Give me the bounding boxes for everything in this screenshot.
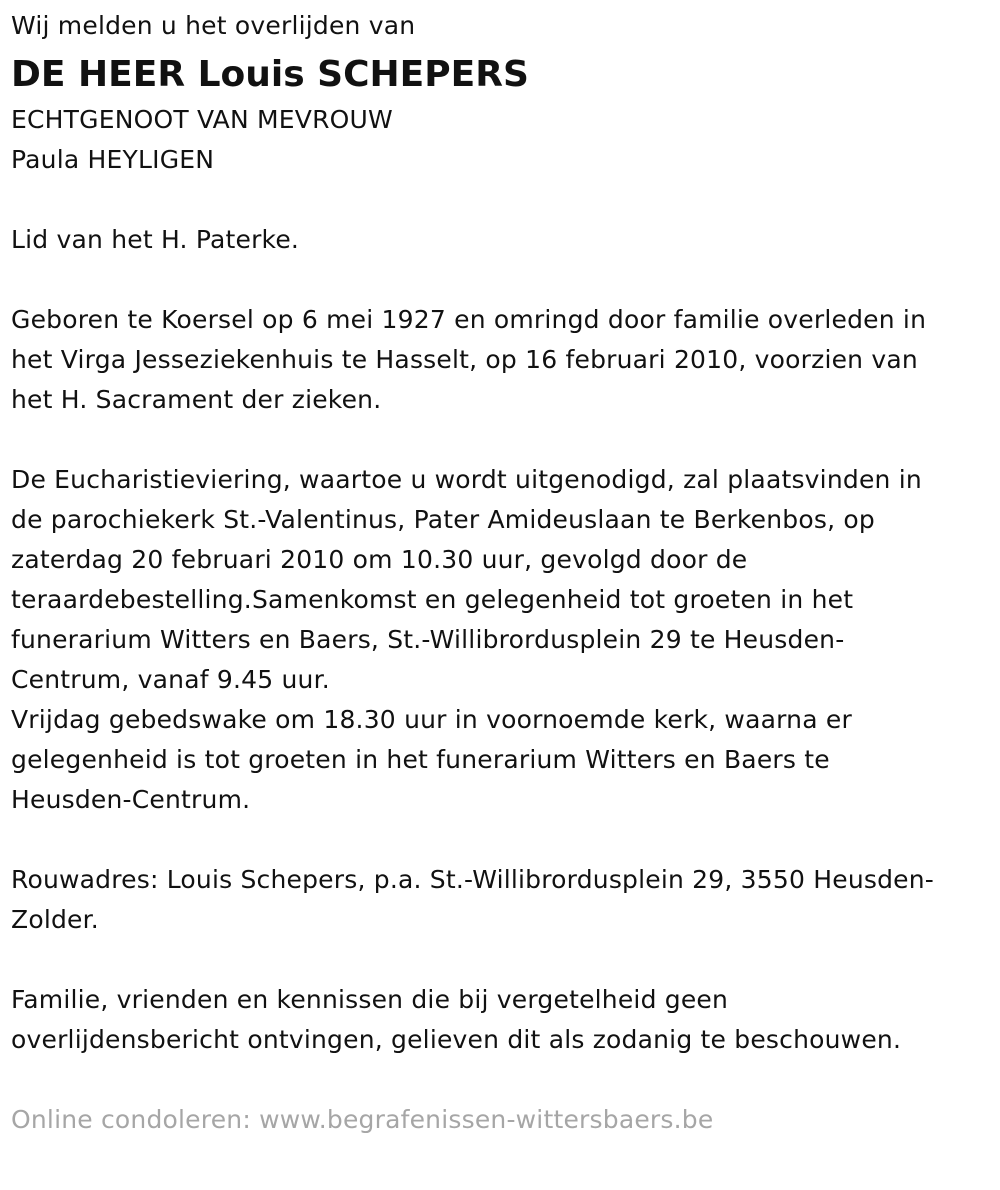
spouse-line-2: Paula HEYLIGEN	[11, 145, 215, 174]
spacer	[11, 260, 986, 300]
spouse-line-1: ECHTGENOOT VAN MEVROUW	[11, 105, 393, 134]
paragraph-line: overlijdensbericht ontvingen, gelieven dit als zodanig te beschouwen.	[11, 1025, 902, 1054]
spacer	[11, 940, 986, 980]
paragraph-line: de parochiekerk St.-Valentinus, Pater Amideuslaan te Berkenbos, op	[11, 505, 875, 534]
paragraph-line: teraardebestelling.Samenkomst en gelegenheid tot groeten in het	[11, 585, 854, 614]
online-condolence-text: Online condoleren: www.begrafenissen-wittersbaers.be	[11, 1105, 714, 1134]
spacer	[11, 820, 986, 860]
paragraph-line: Rouwadres: Louis Schepers, p.a. St.-Willibrordusplein 29, 3550 Heusden-	[11, 865, 935, 894]
paragraph-line: Centrum, vanaf 9.45 uur.	[11, 665, 330, 694]
intro-text: Wij melden u het overlijden van	[11, 11, 416, 40]
death-notice	[11, 6, 986, 1140]
paragraph-line: zaterdag 20 februari 2010 om 10.30 uur, gevolgd door de	[11, 545, 748, 574]
membership-text: Lid van het H. Paterke.	[11, 225, 300, 254]
paragraph-line: het Virga Jesseziekenhuis te Hasselt, op 16 februari 2010, voorzien van	[11, 345, 918, 374]
spacer	[11, 420, 986, 460]
wake-paragraph	[11, 700, 986, 820]
paragraph-line: het H. Sacrament der zieken.	[11, 385, 382, 414]
paragraph-line: Familie, vrienden en kennissen die bij vergetelheid geen	[11, 985, 729, 1014]
spacer	[11, 1060, 986, 1100]
paragraph-line: Zolder.	[11, 905, 99, 934]
paragraph-line: De Eucharistieviering, waartoe u wordt uitgenodigd, zal plaatsvinden in	[11, 465, 922, 494]
paragraph-line: Heusden-Centrum.	[11, 785, 251, 814]
paragraph-line: gelegenheid is tot groeten in het funerarium Witters en Baers te	[11, 745, 830, 774]
paragraph-line: funerarium Witters en Baers, St.-Willibrordusplein 29 te Heusden-	[11, 625, 845, 654]
deceased-name-title: DE HEER Louis SCHEPERS	[11, 54, 529, 95]
paragraph-line: Vrijdag gebedswake om 18.30 uur in voornoemde kerk, waarna er	[11, 705, 852, 734]
spacer	[11, 180, 986, 220]
ceremony-paragraph	[11, 460, 986, 700]
address-paragraph	[11, 860, 986, 940]
closing-paragraph	[11, 980, 986, 1060]
paragraph-line: Geboren te Koersel op 6 mei 1927 en omringd door familie overleden in	[11, 305, 927, 334]
birth-death-paragraph	[11, 300, 986, 420]
